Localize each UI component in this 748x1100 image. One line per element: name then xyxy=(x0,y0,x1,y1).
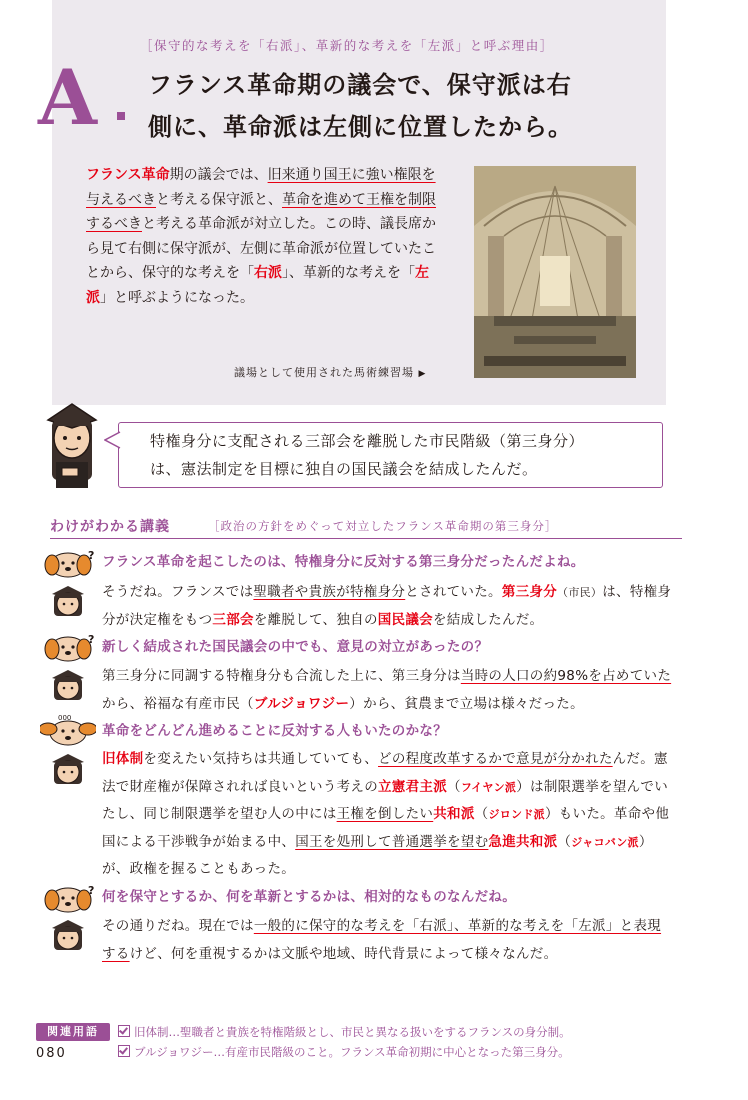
dog-student-icon xyxy=(44,884,96,914)
underline-revolutionary: 革命を進めて王権を制限するべき xyxy=(86,191,436,232)
svg-text:?: ? xyxy=(88,884,95,897)
underline-royalist: 旧来通り国王に強い権限を与えるべき xyxy=(86,167,436,208)
answer-1: そうだね。フランスでは聖職者や貴族が特権身分とされていた。第三身分（市民）は、特権身分が決定権をもつ三部会を離脱して、独自の国民議会を結成したんだ。 xyxy=(102,584,672,628)
headline-line-2: 側に、革命派は左側に位置したから。 xyxy=(148,113,573,141)
answer-letter: A xyxy=(38,53,97,142)
teacher-icon xyxy=(46,668,90,702)
section-divider xyxy=(50,538,682,539)
svg-text:000: 000 xyxy=(58,715,72,722)
teacher-icon xyxy=(46,918,90,952)
related-term-1: 旧体制…聖職者と貴族を特権階級とし、市民と異なる扱いをするフランスの身分制。 xyxy=(118,1024,571,1040)
answer-3: 旧体制を変えたい気持ちは共通していても、どの程度改革するかで意見が分かれたんだ。憲法で財産権が保障されれば良いという考えの立憲君主派（フイヤン派）は制限選挙を望んでいたし、同じ制限選挙を望む人の中には王権を倒したい共和派（ジロンド派）もいた。革命や他国による干渉戦争が始まる中、国王を処刑して普通選挙を望む急進共和派（ジャコバン派）が、政権を握ることもあった。 xyxy=(102,751,670,877)
svg-text:?: ? xyxy=(88,549,95,562)
dog-student-surprised-icon xyxy=(40,715,96,747)
question-1: フランス革命を起こしたのは、特権身分に反対する第三身分だったんだよね。 xyxy=(102,554,585,570)
lecture-section-subtitle: ［政治の方針をめぐって対立したフランス革命期の第三身分］ xyxy=(208,519,558,533)
question-2: 新しく結成された国民議会の中でも、意見の対立があったの？ xyxy=(102,639,489,655)
related-terms-label: 関連用語 xyxy=(36,1023,110,1041)
teacher-character-icon xyxy=(36,398,108,490)
answer-dot xyxy=(117,112,125,120)
dog-student-icon xyxy=(44,633,96,663)
question-4: 何を保守とするか、何を革新とするかは、相対的なものなんだね。 xyxy=(102,889,516,905)
term-right-wing: 右派 xyxy=(254,265,282,281)
answer-body: フランス革命期の議会では、旧来通り国王に強い権限を与えるべきと考える保守派と、革命を進めて王権を制限するべきと考える革命派が対立した。この時、議長席から見て右側に保守派が、左側に革命派が位置していたことから、保守的な考えを「右派」、革新的な考えを「左派」と呼ぶようになった。 xyxy=(86,167,436,306)
question-3: 革命をどんどん進めることに反対する人もいたのかな？ xyxy=(102,723,447,739)
page-number: 080 xyxy=(36,1046,67,1061)
checkbox-icon xyxy=(118,1045,130,1057)
dog-student-icon xyxy=(44,549,96,579)
teacher-icon xyxy=(46,752,90,786)
term-left-wing: 左派 xyxy=(86,265,429,306)
checkbox-icon xyxy=(118,1025,130,1037)
headline-line-1: フランス革命期の議会で、保守派は右 xyxy=(148,71,572,99)
term-french-revolution: フランス革命 xyxy=(86,167,170,183)
question-subtitle: ［保守的な考えを「右派」、革新的な考えを「左派」と呼ぶ理由］ xyxy=(140,38,554,53)
answer-2: 第三身分に同調する特権身分も合流した上に、第三身分は当時の人口の約98%を占めていたから、裕福な有産市民（ブルジョワジー）から、貧農まで立場は様々だった。 xyxy=(102,668,672,712)
teacher-icon xyxy=(46,584,90,618)
speech-bubble-tail xyxy=(104,430,122,450)
lecture-section-title: わけがわかる講義 xyxy=(50,519,170,535)
svg-text:?: ? xyxy=(88,633,95,646)
answer-4: その通りだね。現在では一般的に保守的な考えを「右派」、革新的な考えを「左派」と表現するけど、何を重視するかは文脈や地域、時代背景によって様々なんだ。 xyxy=(102,918,662,962)
related-term-2: ブルジョワジー…有産市民階級のこと。フランス革命初期に中心となった第三身分。 xyxy=(118,1044,570,1060)
assembly-hall-illustration xyxy=(474,166,636,378)
caption-arrow-icon: ▶ xyxy=(418,369,427,379)
photo-caption: 議場として使用された馬術練習場 ▶ xyxy=(234,366,427,379)
speech-text: 特権身分に支配される三部会を離脱した市民階級（第三身分） は、憲法制定を目標に独自の国民議会を結成したんだ。 xyxy=(150,432,585,478)
answer-headline xyxy=(148,64,658,148)
